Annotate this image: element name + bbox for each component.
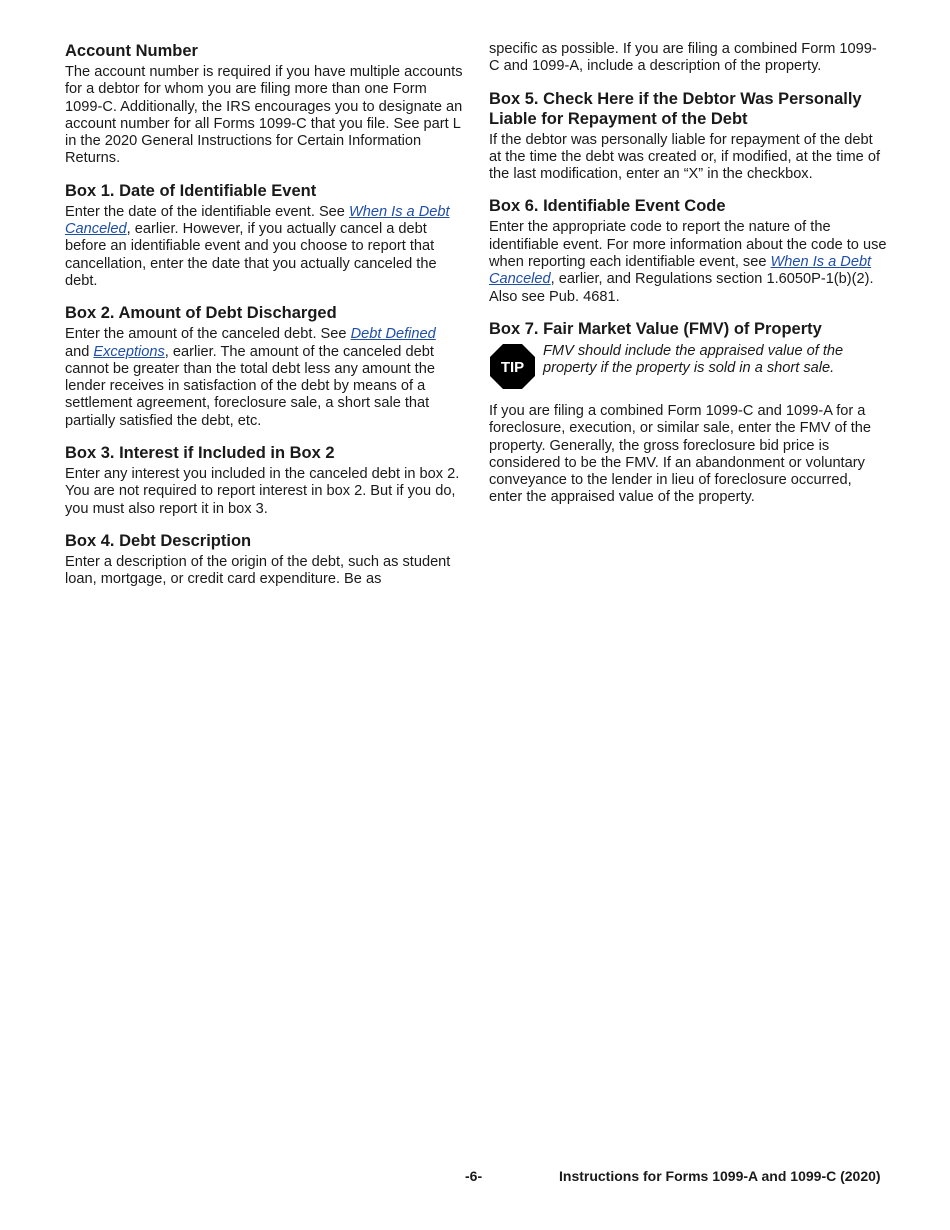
box7-section: [489, 319, 887, 507]
box2-section: [65, 303, 463, 430]
box6-text-start: Enter the appropriate code to report the nature of the identifiable event. For more information about the code to use when reporting each identifiable event, see: [489, 219, 887, 271]
box4-text: Enter a description of the origin of the debt, such as student loan, mortgage, or credit card expenditure. Be as: [65, 553, 451, 588]
box5-text: If the debtor was personally liable for repayment of the debt at the time the debt was created or, if modified, at the time of the last modification, enter an “X” in the checkbox.: [489, 131, 880, 183]
box2-text-middle: and: [65, 343, 94, 360]
box3-text: Enter any interest you included in the canceled debt in box 2. You are not required to report interest in box 2. But if you do, you must also report it in box 3.: [65, 466, 460, 517]
exceptions-link[interactable]: Exceptions: [93, 343, 165, 360]
box5-section: [489, 89, 887, 184]
box2-text-end: , earlier. The amount of the canceled debt cannot be greater than the total debt less any amount the lender receives in satisfaction of the debt by means of a settlement agreement, foreclosure sale, a short sale that partially satisfied the debt, etc.: [65, 343, 435, 429]
debt-defined-link[interactable]: Debt Defined: [350, 326, 436, 343]
account-number-text: The account number is required if you have multiple accounts for a debtor for whom you are filing more than one Form 1099-C. Additionally, the IRS encourages you to designate an account number for all Forms 1099-C that you file. See part L in the 2020 General Instructions for Certain Information Returns.: [65, 64, 463, 167]
box1-text: [65, 204, 463, 290]
account-number-heading: Account Number: [65, 42, 198, 60]
tip-text: FMV should include the appraised value of the property if the property is sold in a short sale.: [543, 342, 844, 377]
box2-text-start: Enter the amount of the canceled debt. See: [65, 326, 351, 343]
box2-heading: Box 2. Amount of Debt Discharged: [65, 304, 337, 323]
box1-text-start: Enter the date of the identifiable event. See: [65, 203, 349, 220]
when-is-debt-canceled-link-2[interactable]: When Is a Debt Canceled: [489, 254, 872, 288]
box3-section: [65, 443, 463, 518]
right-column: [489, 41, 887, 520]
box6-text-end: , earlier, and Regulations section 1.6050P-1(b)(2). Also see Pub. 4681.: [489, 271, 874, 305]
page-footer: [0, 1168, 950, 1188]
box7-text: If you are filing a combined Form 1099-C and 1099-A for a foreclosure, execution, or similar sale, enter the FMV of the property. Generally, the gross foreclosure bid price is considered to be the FMV. If an abandonment or voluntary conveyance to the lender in lieu of foreclosure occurred, enter the appraised value of the property.: [489, 402, 872, 506]
box1-section: [65, 181, 463, 290]
when-is-debt-canceled-link[interactable]: When Is a Debt Canceled: [65, 203, 450, 238]
tip-icon: [489, 343, 536, 390]
box4-section: [65, 531, 463, 589]
box4-text-continued: specific as possible. If you are filing a combined Form 1099-C and 1099-A, include a description of the property.: [489, 41, 877, 75]
left-column: [65, 41, 463, 602]
box2-text: [65, 326, 463, 430]
box6-heading: Box 6. Identifiable Event Code: [489, 197, 726, 216]
tip-callout: [489, 343, 887, 390]
box1-heading: Box 1. Date of Identifiable Event: [65, 181, 317, 200]
box1-text-end: , earlier. However, if you actually cancel a debt before an identifiable event and you choose to report that cancellation, enter the date that you actually canceled the debt.: [65, 221, 437, 289]
tip-icon-label: TIP: [500, 358, 525, 376]
page-number: -6-: [465, 1168, 483, 1184]
box6-section: [489, 196, 887, 305]
box6-text: [489, 219, 887, 305]
document-title: Instructions for Forms 1099-A and 1099-C (2020): [559, 1168, 881, 1184]
box3-heading: Box 3. Interest if Included in Box 2: [65, 444, 335, 463]
account-number-section: [65, 41, 463, 168]
box5-heading: Box 5. Check Here if the Debtor Was Personally Liable for Repayment of the Debt: [489, 89, 862, 128]
box4-heading: Box 4. Debt Description: [65, 531, 252, 550]
box7-heading: Box 7. Fair Market Value (FMV) of Property: [489, 319, 822, 338]
